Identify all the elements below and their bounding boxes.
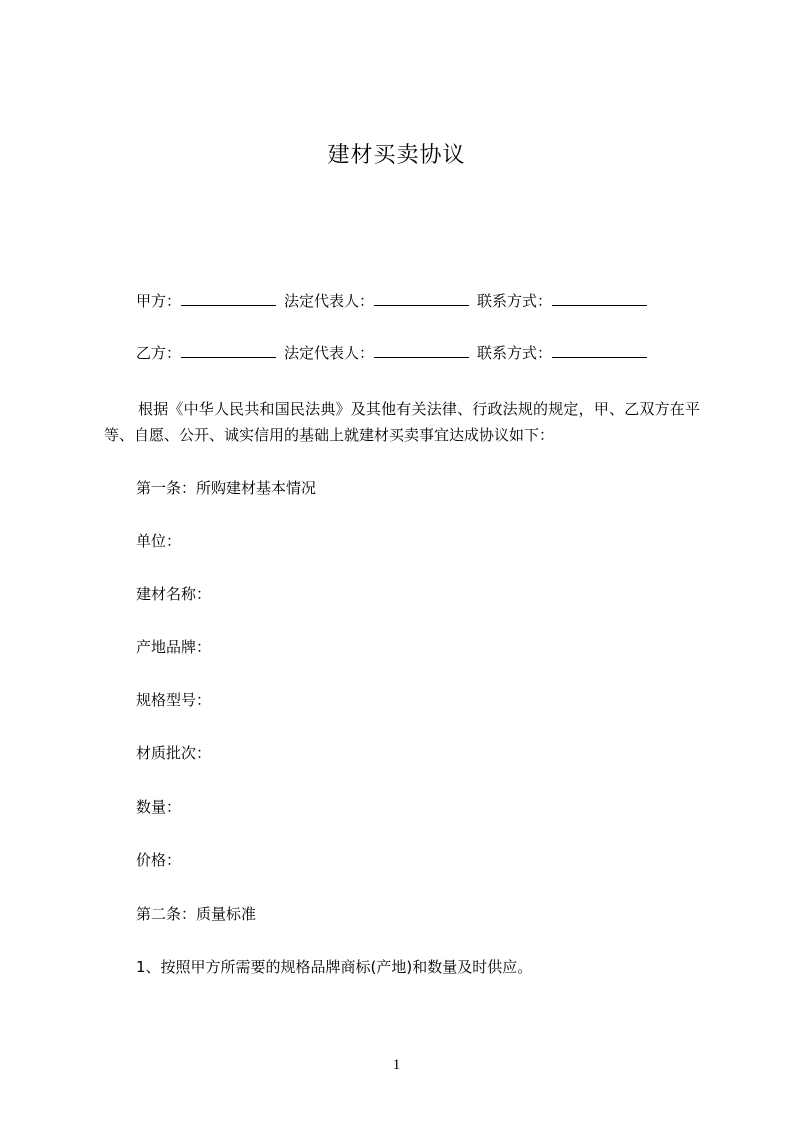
field-material-name: 建材名称： [136, 585, 212, 603]
field-origin-brand: 产地品牌： [136, 638, 212, 656]
document-title: 建材买卖协议 [327, 143, 466, 168]
intro-paragraph: 根据《中华人民共和国民法典》及其他有关法律、行政法规的规定，甲、乙双方在平等、自愿、公开、诚实信用的基础上就建材买卖事宜达成协议如下： [104, 400, 700, 444]
party-b-rep-blank [374, 343, 469, 358]
party-b-contact-label: 联系方式： [477, 344, 553, 362]
party-b-row [136, 342, 647, 364]
party-a-rep-blank [374, 291, 469, 306]
party-a-label: 甲方： [136, 292, 182, 310]
party-b-rep-label: 法定代表人： [284, 344, 375, 362]
field-unit: 单位： [136, 532, 182, 550]
article1-heading: 第一条：所购建材基本情况 [136, 479, 317, 497]
page-number: 1 [392, 1057, 401, 1073]
article2-heading: 第二条：质量标准 [136, 905, 257, 923]
party-a-contact-label: 联系方式： [477, 292, 553, 310]
party-b-name-blank [181, 343, 276, 358]
party-a-contact-blank [552, 291, 647, 306]
article2-item1: 1、按照甲方所需要的规格品牌商标(产地)和数量及时供应。 [136, 958, 533, 976]
field-batch: 材质批次： [136, 744, 212, 762]
party-a-name-blank [181, 291, 276, 306]
field-quantity: 数量： [136, 798, 182, 816]
party-b-label: 乙方： [136, 344, 182, 362]
party-b-contact-blank [552, 343, 647, 358]
party-a-row [136, 290, 647, 312]
field-price: 价格： [136, 851, 182, 869]
field-spec-model: 规格型号： [136, 691, 212, 709]
party-a-rep-label: 法定代表人： [284, 292, 375, 310]
